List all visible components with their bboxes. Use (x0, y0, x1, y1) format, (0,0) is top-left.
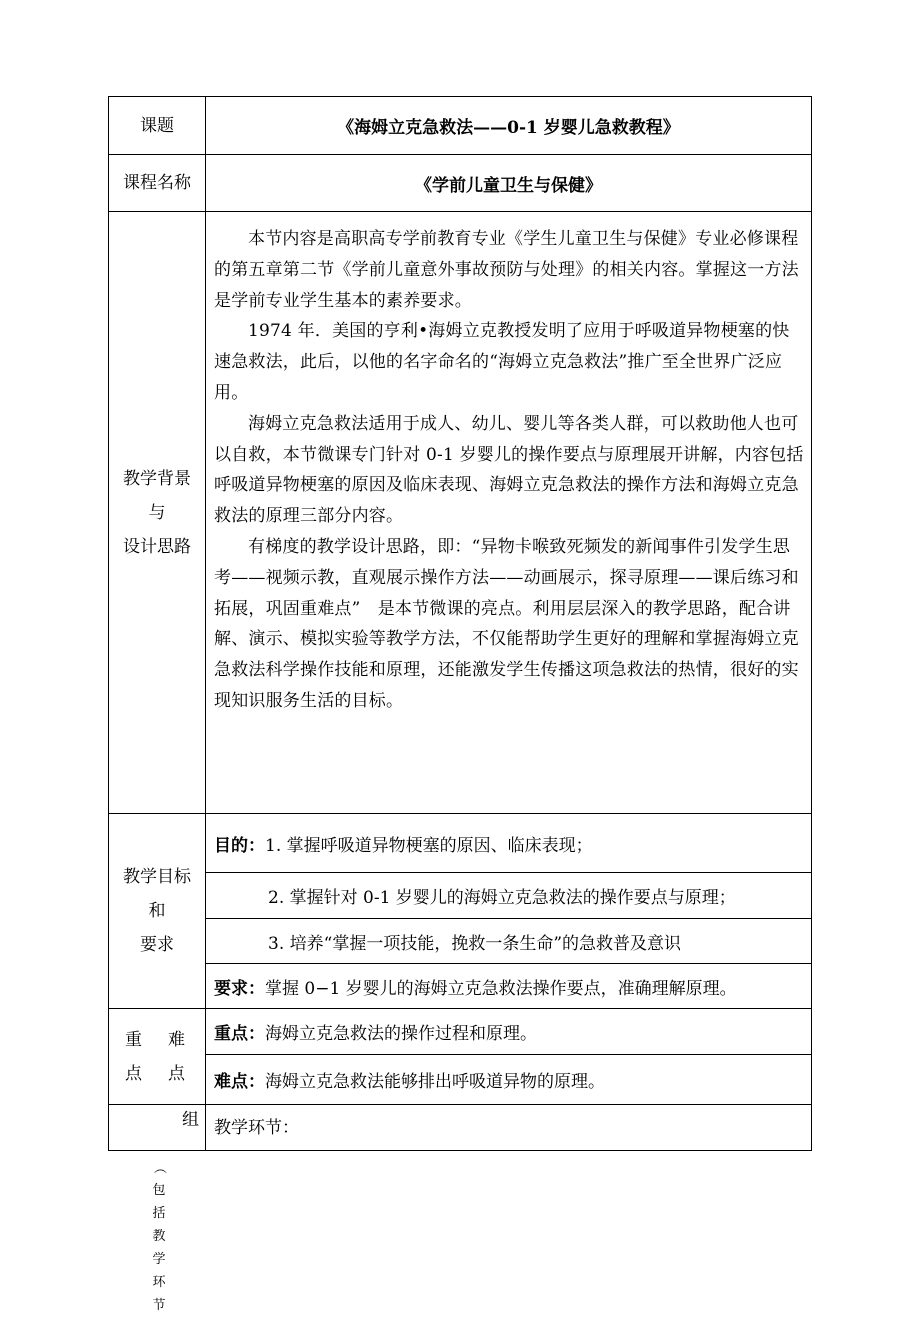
background-paragraph: 1974 年．美国的亨利•海姆立克教授发明了应用于呼吸道异物梗塞的快速急救法，此后，以他的名字命名的“海姆立克急救法”推广至全世界广泛应用。 (214, 321, 790, 403)
key-point-item (206, 1009, 812, 1055)
difficulty-label: 难点： (214, 1072, 265, 1092)
vertical-char: 环 (152, 1275, 166, 1290)
key-point-row (109, 1009, 812, 1055)
difficulty-row (109, 1055, 812, 1105)
requirement-item (206, 964, 812, 1009)
topic-row (109, 97, 812, 155)
process-row (109, 1105, 812, 1151)
goal-label: 目的： (214, 835, 265, 856)
key-point-label: 重点： (214, 1024, 265, 1044)
lesson-plan-table (108, 96, 812, 1151)
background-label-line: 教学背景 (123, 468, 191, 489)
vertical-char: 括 (152, 1206, 166, 1221)
background-paragraph: 本节内容是高职高专学前教育专业《学生儿童卫生与保健》专业必修课程的第五章第二节《学前儿童意外事故预防与处理》的相关内容。掌握这一方法是学前专业学生基本的素养要求。 (214, 229, 799, 311)
topic-label: 课题 (109, 97, 206, 155)
key-points-label-char: 难 (168, 1029, 185, 1050)
process-value: 教学环节： (206, 1105, 812, 1151)
process-label: 组 (109, 1105, 206, 1151)
objectives-label-line: 和 (148, 901, 166, 921)
background-row (109, 212, 812, 814)
key-points-label-char: 点 (168, 1063, 185, 1084)
goal-row-3 (109, 919, 812, 964)
background-label (109, 212, 206, 814)
key-points-label (109, 1009, 206, 1105)
topic-value: 《海姆立克急救法——0-1 岁婴儿急救教程》 (206, 97, 812, 155)
goal-row-2 (109, 873, 812, 919)
requirement-row (109, 964, 812, 1009)
background-label-line: 与 (148, 502, 166, 523)
goal-item (206, 814, 812, 873)
requirement-text: 掌握 0−1 岁婴儿的海姆立克急救法操作要点，准确理解原理。 (265, 978, 737, 999)
course-label: 课程名称 (109, 155, 206, 212)
objectives-label-line: 要求 (140, 935, 174, 955)
background-paragraph: 海姆立克急救法适用于成人、幼儿、婴儿等各类人群，可以救助他人也可以自救，本节微课专门针对 0-1 岁婴儿的操作要点与原理展开讲解，内容包括呼吸道异物梗塞的原因及临床表现、海姆立克急救法的操作方法和海姆立克急救法的原理三部分内容。 (214, 413, 804, 527)
process-vertical-label (150, 1156, 168, 1317)
background-content (206, 212, 812, 814)
difficulty-text: 海姆立克急救法能够排出呼吸道异物的原理。 (265, 1072, 605, 1092)
vertical-char: 教 (152, 1229, 166, 1244)
key-points-label-char: 点 (125, 1063, 142, 1084)
goal-text: 1. 掌握呼吸道异物梗塞的原因、临床表现； (265, 835, 593, 856)
vertical-char: 节 (152, 1298, 166, 1313)
vertical-char: 学 (152, 1252, 166, 1267)
key-points-label-char: 重 (125, 1029, 142, 1050)
requirement-label: 要求： (214, 978, 265, 999)
key-point-text: 海姆立克急救法的操作过程和原理。 (265, 1024, 537, 1044)
vertical-char: 包 (152, 1183, 166, 1198)
course-value: 《学前儿童卫生与保健》 (206, 155, 812, 212)
objectives-label (109, 814, 206, 1009)
course-row (109, 155, 812, 212)
objectives-label-line: 教学目标 (123, 867, 191, 887)
background-paragraph: 有梯度的教学设计思路，即：“异物卡喉致死频发的新闻事件引发学生思考——视频示教，直观展示操作方法——动画展示，探寻原理——课后练习和拓展，巩固重难点” 是本节微课的亮点。利用层层深入的教学思路，配合讲解、演示、模拟实验等教学方法，不仅能帮助学生更好的理解和掌握海姆立克急救法科学操作技能和原理，还能激发学生传播这项急救法的热情，很好的实现知识服务生活的目标。 (214, 536, 799, 711)
difficulty-item (206, 1055, 812, 1105)
goal-row-1 (109, 814, 812, 873)
goal-item: 3. 培养“掌握一项技能，挽救一条生命”的急救普及意识 (206, 919, 812, 964)
background-label-line: 设计思路 (123, 536, 191, 557)
vertical-char: （ (151, 1160, 167, 1174)
goal-item: 2. 掌握针对 0-1 岁婴儿的海姆立克急救法的操作要点与原理； (206, 873, 812, 919)
